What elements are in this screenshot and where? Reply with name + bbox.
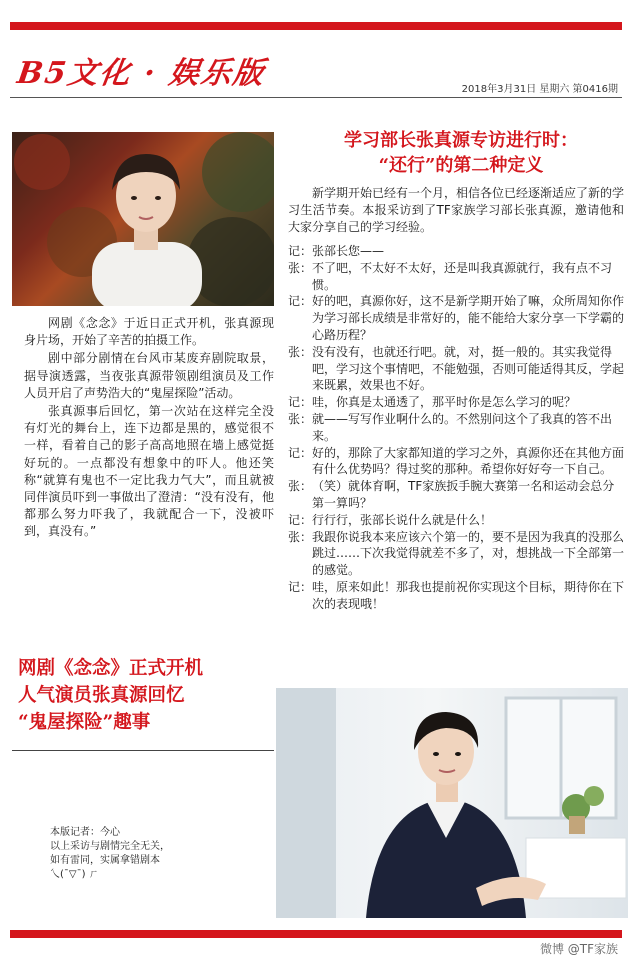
portrait-photo-bottom bbox=[276, 688, 628, 918]
qa-item bbox=[288, 344, 626, 394]
reporter-line: 以上采访与剧情完全无关， bbox=[50, 841, 170, 852]
left-divider bbox=[12, 750, 274, 751]
qa-speaker: 张： bbox=[288, 479, 313, 494]
left-article-body bbox=[24, 315, 274, 542]
reporter-line: 本版记者：今心 bbox=[50, 827, 120, 838]
left-headline-line: 人气演员张真源回忆 bbox=[18, 685, 185, 706]
left-headline-line: “鬼屋探险”趣事 bbox=[18, 712, 151, 733]
left-paragraph: 张真源事后回忆，第一次站在这样完全没有灯光的舞台上，连下边都是黑的，感觉很不一样，看着自己的影子高高地照在墙上感觉挺好玩的。一点都没有想象中的吓人。他还笑称“就算有鬼也不一定比我力气大”，而且就被同伴演员吓到一事做出了澄清：“没有没有，他都那么努力吓我了，我就配合一下，没被吓到，真没有。” bbox=[24, 404, 274, 539]
qa-speaker: 记： bbox=[288, 512, 313, 527]
qa-item bbox=[288, 579, 626, 613]
qa-speaker: 记： bbox=[288, 445, 313, 460]
qa-item bbox=[288, 260, 626, 294]
bottom-red-bar bbox=[10, 930, 622, 938]
qa-speaker: 张： bbox=[288, 411, 313, 426]
interview-qa bbox=[288, 243, 626, 613]
qa-speaker: 张： bbox=[288, 344, 313, 359]
qa-text: 不了吧，不太好不太好，还是叫我真源就行，我有点不习惯。 bbox=[312, 260, 613, 292]
qa-text: 行行行，张部长说什么就是什么！ bbox=[312, 512, 493, 527]
qa-speaker: 记： bbox=[288, 395, 313, 410]
masthead: B5文化 · 娱乐版 bbox=[15, 56, 268, 91]
reporter-note bbox=[50, 826, 170, 882]
right-headline-line: “还行”的第二种定义 bbox=[378, 155, 544, 176]
qa-item bbox=[288, 529, 626, 579]
qa-item bbox=[288, 243, 626, 260]
qa-speaker: 记： bbox=[288, 244, 313, 258]
qa-speaker: 记： bbox=[288, 294, 313, 309]
qa-item bbox=[288, 293, 626, 343]
qa-item bbox=[288, 445, 626, 479]
left-paragraph: 网剧《念念》于近日正式开机，张真源现身片场，开始了辛苦的拍摄工作。 bbox=[24, 316, 274, 348]
qa-item bbox=[288, 478, 626, 512]
qa-text: 没有没有，也就还行吧。就，对，挺一般的。其实我觉得吧，学习这个事情吧，不能勉强，否则可能适得其反，学起来既累，效果也不好。 bbox=[312, 344, 625, 393]
qa-item bbox=[288, 512, 626, 529]
top-red-bar bbox=[10, 22, 622, 30]
qa-text: 好的吧，真源你好，这不是新学期开始了嘛，众所周知你作为学习部长成绩是非常好的，能不能给大家分享一下学霸的心路历程？ bbox=[312, 294, 625, 342]
qa-speaker: 张： bbox=[288, 529, 313, 544]
qa-text: 哇，原来如此！那我也提前祝你实现这个目标，期待你在下次的表现哦！ bbox=[312, 579, 625, 611]
portrait-photo-top bbox=[12, 132, 274, 306]
left-headline-line: 网剧《念念》正式开机 bbox=[18, 658, 204, 679]
qa-text: 张部长您—— bbox=[312, 244, 385, 258]
qa-text: 哇，你真是太通透了，那平时你是怎么学习的呢？ bbox=[312, 395, 577, 410]
qa-text: （笑）就体育啊，TF家族扳手腕大赛第一名和运动会总分第一算吗？ bbox=[312, 479, 615, 510]
dateline: 2018年3月31日 星期六 第0416期 bbox=[461, 84, 618, 95]
qa-item bbox=[288, 394, 626, 411]
qa-speaker: 记： bbox=[288, 579, 313, 594]
reporter-line: 乀(ˉ▽ˉ) ㄏ bbox=[50, 869, 99, 880]
left-paragraph: 剧中部分剧情在台风市某废弃剧院取景，据导演透露，当夜张真源带领剧组演员及工作人员开启了声势浩大的“鬼屋探险”活动。 bbox=[24, 351, 274, 400]
qa-text: 我跟你说我本来应该六个第一的，要不是因为我真的没那么跳过……下次我觉得就差不多了，对，想挑战一下全部第一的感觉。 bbox=[312, 529, 625, 578]
left-headline bbox=[18, 655, 280, 736]
interview-intro: 新学期开始已经有一个月，相信各位已经逐渐适应了新的学习生活节奏。本报采访到了TF家族学习部长张真源，邀请他和大家分享自己的学习经验。 bbox=[288, 186, 625, 234]
weibo-watermark: 微博 @TF家族 bbox=[539, 942, 618, 956]
qa-speaker: 张： bbox=[288, 260, 313, 275]
right-headline-line: 学习部长张真源专访进行时： bbox=[344, 130, 578, 151]
right-headline bbox=[300, 128, 622, 178]
qa-text: 就——写写作业啊什么的。不然别问这个了我真的答不出来。 bbox=[312, 411, 613, 443]
qa-text: 好的，那除了大家都知道的学习之外，真源你还在其他方面有什么优势吗？得过奖的那种。希望你好好夸一下自己。 bbox=[312, 445, 625, 477]
reporter-line: 如有雷同，实属拿错剧本 bbox=[50, 855, 160, 866]
header-divider bbox=[10, 97, 622, 98]
qa-item bbox=[288, 411, 626, 445]
